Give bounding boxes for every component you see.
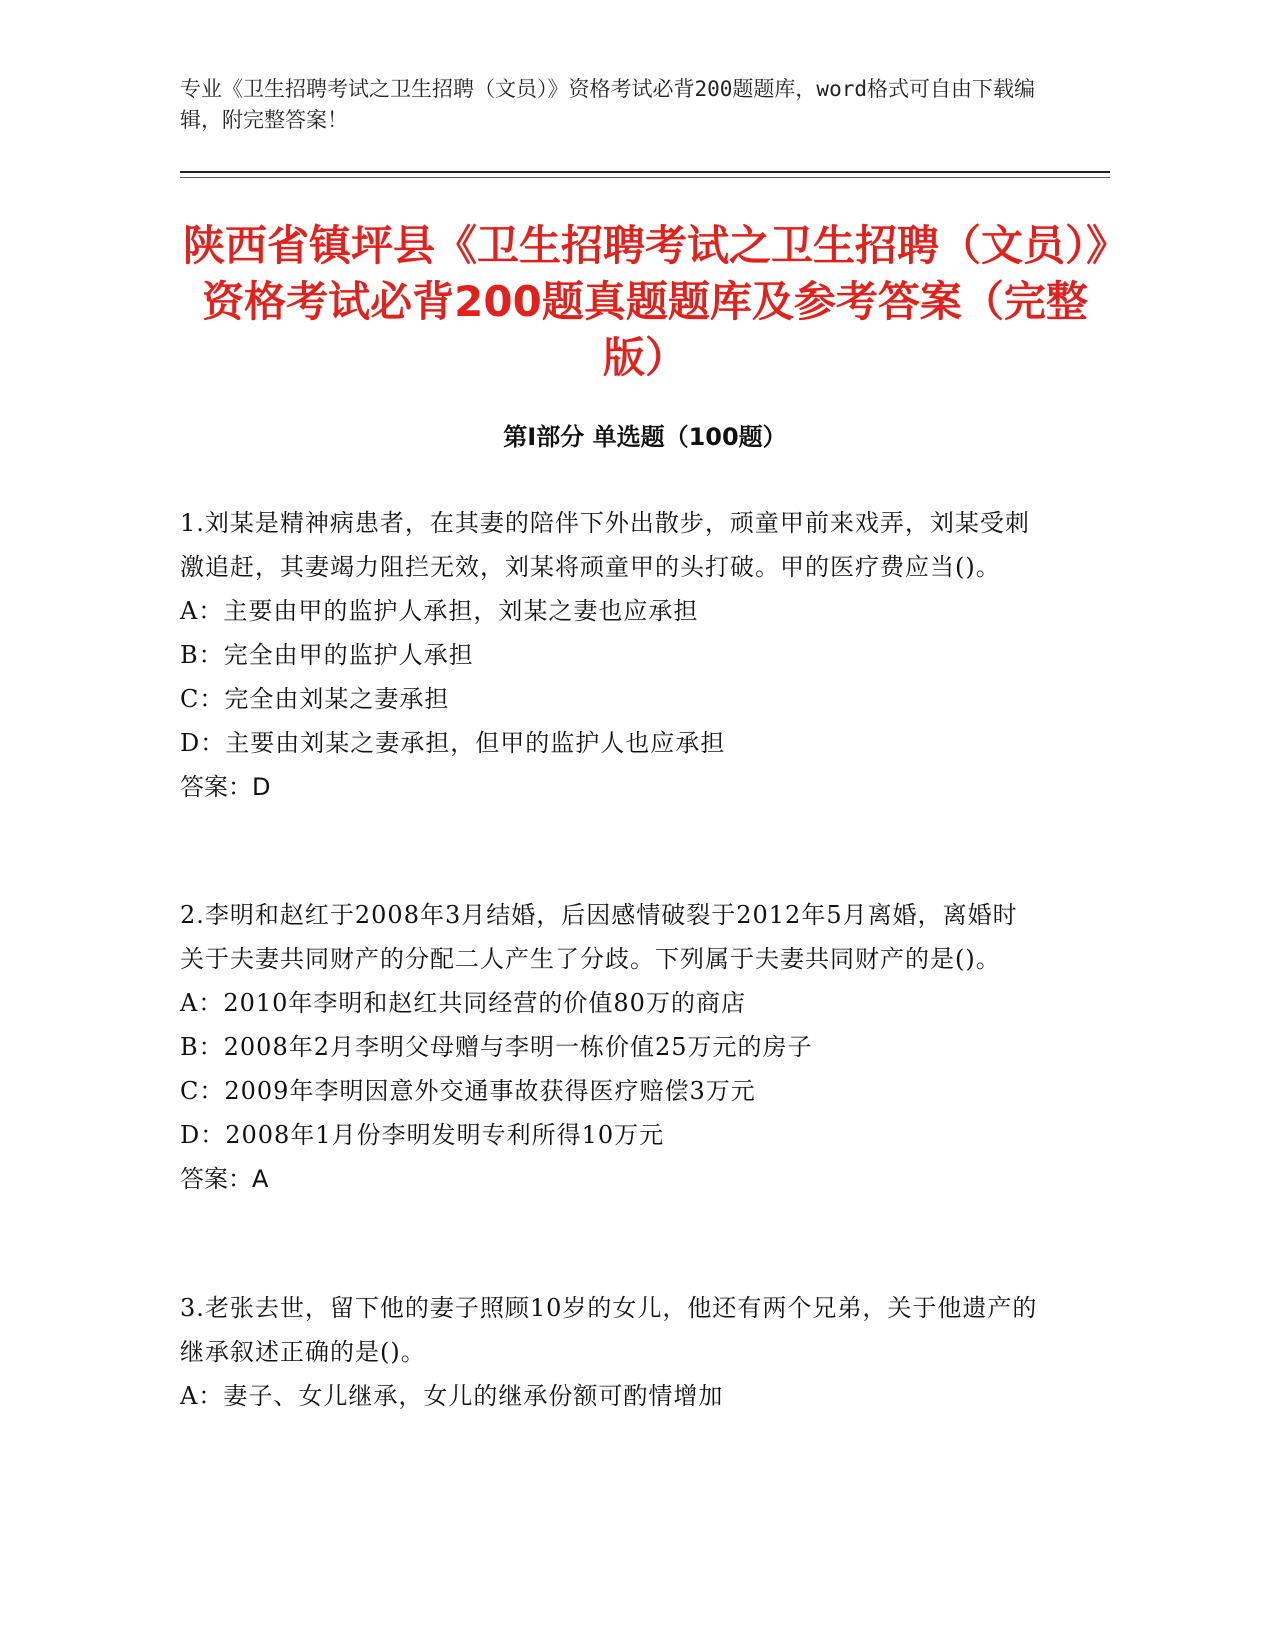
document-title: 陕西省镇坪县《卫生招聘考试之卫生招聘（文员）》资格考试必背200题真题题库及参考答案（完整版） <box>182 221 1107 382</box>
option-a: A：主要由甲的监护人承担，刘某之妻也应承担 <box>180 597 699 625</box>
question-block <box>180 1286 1040 1418</box>
answer-line: 答案：D <box>180 773 271 801</box>
option-b: B：2008年2月李明父母赠与李明一栋价值25万元的房子 <box>180 1033 813 1061</box>
question-block <box>180 893 1040 1201</box>
option-c: C：2009年李明因意外交通事故获得医疗赔偿3万元 <box>180 1077 756 1105</box>
option-d: D：主要由刘某之妻承担，但甲的监护人也应承担 <box>180 729 726 757</box>
question-block <box>180 501 1040 809</box>
option-c: C：完全由刘某之妻承担 <box>180 685 450 713</box>
question-stem: 2.李明和赵红于2008年3月结婚，后因感情破裂于2012年5月离婚，离婚时关于夫妻共同财产的分配二人产生了分歧。下列属于夫妻共同财产的是()。 <box>180 901 1018 973</box>
section-heading: 第Ⅰ部分 单选题（100题） <box>503 423 787 451</box>
option-b: B：完全由甲的监护人承担 <box>180 641 474 669</box>
answer-line: 答案：A <box>180 1165 269 1193</box>
option-a: A：2010年李明和赵红共同经营的价值80万的商店 <box>180 989 746 1017</box>
question-stem: 3.老张去世，留下他的妻子照顾10岁的女儿，他还有两个兄弟，关于他遗产的继承叙述正确的是()。 <box>180 1294 1038 1366</box>
header-divider-thin <box>180 177 1110 178</box>
option-d: D：2008年1月份李明发明专利所得10万元 <box>180 1121 665 1149</box>
header-note: 专业《卫生招聘考试之卫生招聘（文员）》资格考试必背200题题库，word格式可自由下载编辑，附完整答案！ <box>180 77 1035 132</box>
question-stem: 1.刘某是精神病患者，在其妻的陪伴下外出散步，顽童甲前来戏弄，刘某受刺激追赶，其妻竭力阻拦无效，刘某将顽童甲的头打破。甲的医疗费应当()。 <box>180 509 1030 581</box>
option-a: A：妻子、女儿继承，女儿的继承份额可酌情增加 <box>180 1382 724 1410</box>
header-divider-thick <box>180 171 1110 173</box>
